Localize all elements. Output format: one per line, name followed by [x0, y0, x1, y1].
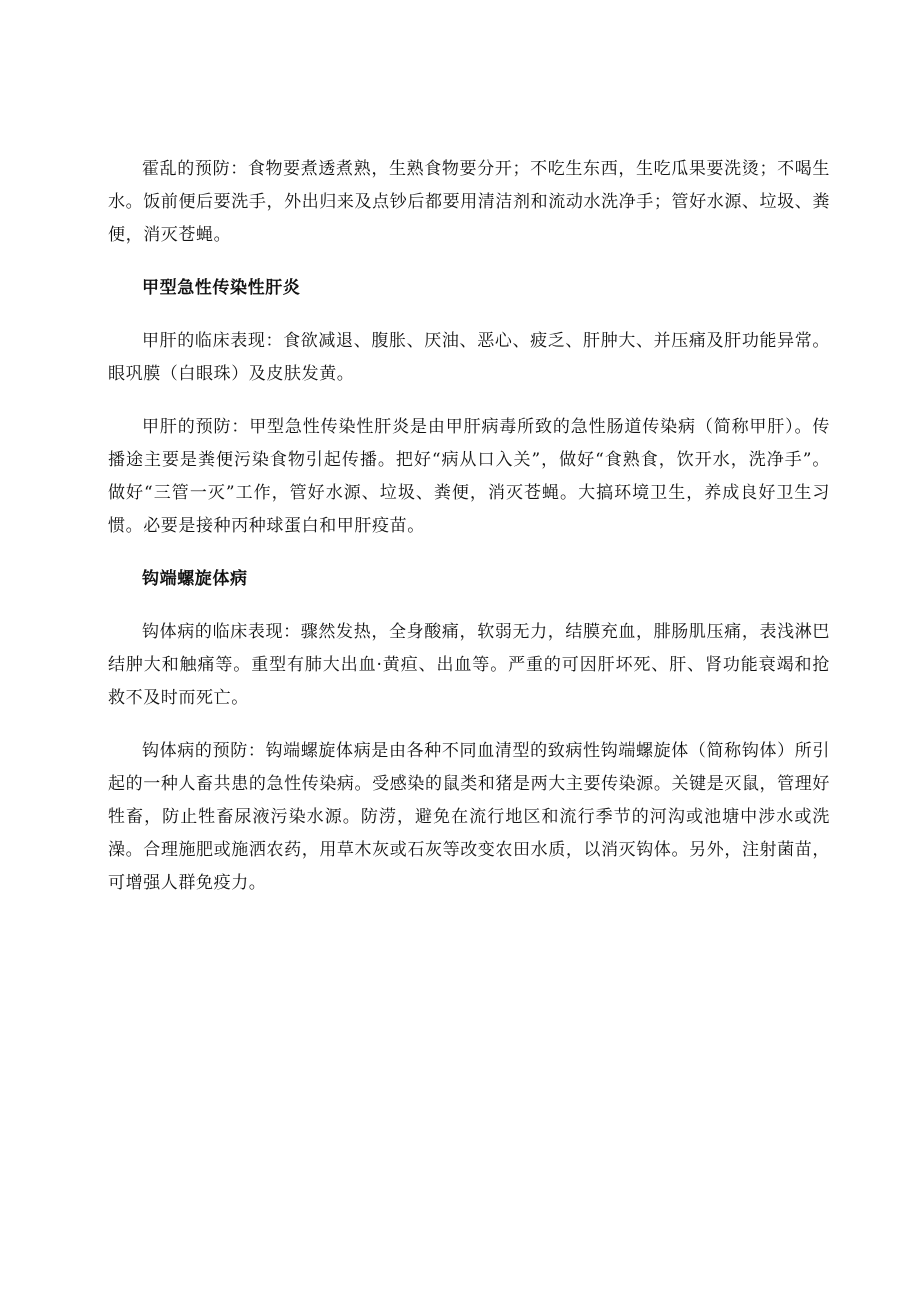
leptospirosis-prevention-paragraph: 钩体病的预防：钩端螺旋体病是由各种不同血清型的致病性钩端螺旋体（简称钩体）所引起的一种人畜共患的急性传染病。受感染的鼠类和猪是两大主要传染源。关键是灭鼠，管理好牲畜，防止牲畜尿液污染水源。防涝，避免在流行地区和流行季节的河沟或池塘中涉水或洗澡。合理施肥或施洒农药，用草木灰或石灰等改变农田水质，以消灭钩体。另外，注射菌苗，可增强人群免疫力。 [108, 741, 830, 893]
leptospirosis-symptoms-paragraph: 钩体病的临床表现：骤然发热，全身酸痛，软弱无力，结膜充血，腓肠肌压痛，表浅淋巴结肿大和触痛等。重型有肺大出血·黄疸、出血等。严重的可因肝坏死、肝、肾功能衰竭和抢救不及时而死亡。 [108, 622, 830, 708]
leptospirosis-heading: 钩端螺旋体病 [142, 569, 248, 589]
hepatitis-a-symptoms-paragraph: 甲肝的临床表现：食欲减退、腹胀、厌油、恶心、疲乏、肝肿大、并压痛及肝功能异常。眼巩膜（白眼珠）及皮肤发黄。 [108, 331, 830, 384]
hepatitis-a-prevention-paragraph: 甲肝的预防：甲型急性传染性肝炎是由甲肝病毒所致的急性肠道传染病（简称甲肝）。传播途主要是粪便污染食物引起传播。把好“病从口入关”，做好“食熟食，饮开水，洗净手”。做好“三管一灭”工作，管好水源、垃圾、粪便，消灭苍蝇。大搞环境卫生，养成良好卫生习惯。必要是接种丙种球蛋白和甲肝疫苗。 [108, 417, 830, 536]
hepatitis-a-heading: 甲型急性传染性肝炎 [142, 278, 301, 298]
document-body [108, 153, 830, 900]
cholera-prevention-paragraph: 霍乱的预防：食物要煮透煮熟，生熟食物要分开；不吃生东西，生吃瓜果要洗烫；不喝生水。饭前便后要洗手，外出归来及点钞后都要用清洁剂和流动水洗净手；管好水源、垃圾、粪便，消灭苍蝇。 [108, 159, 830, 245]
